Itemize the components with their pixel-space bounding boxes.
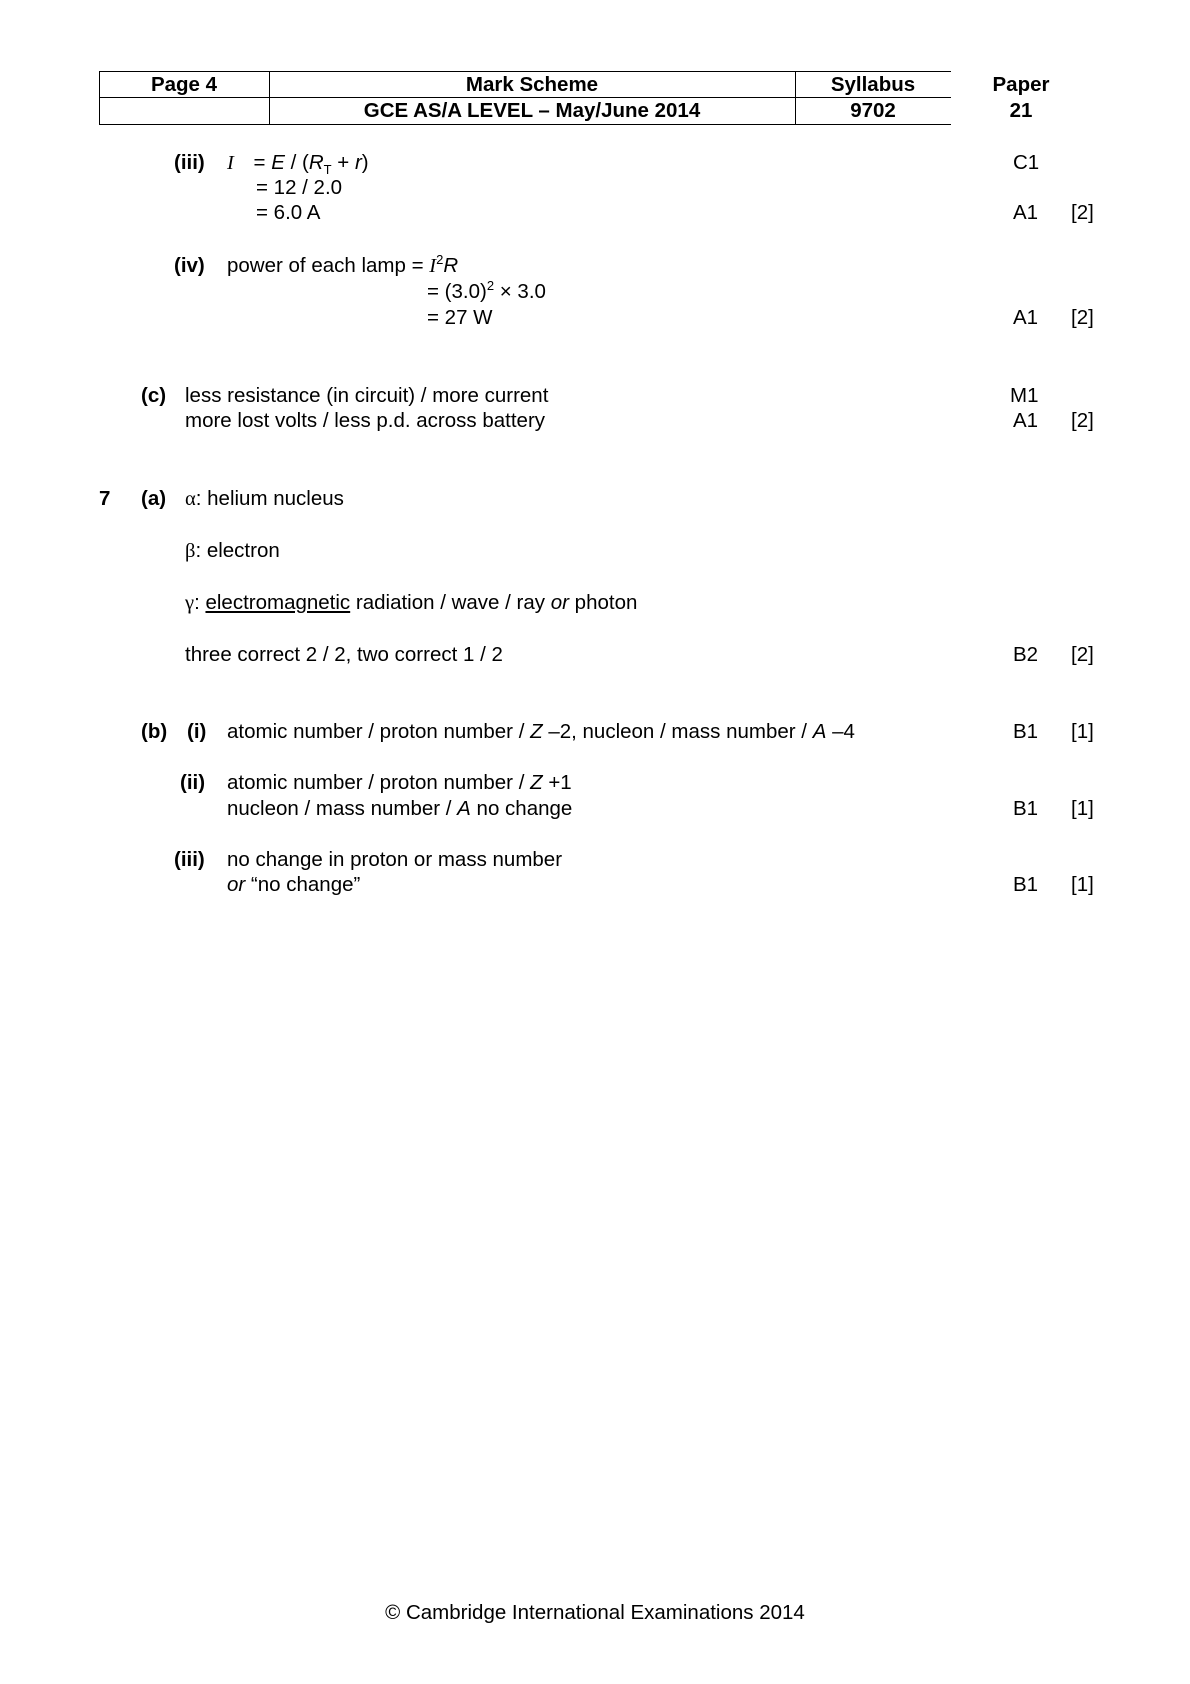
answer-line-2 (227, 797, 572, 821)
page-label: Page 4 (150, 73, 218, 96)
document-title: Mark Scheme (465, 73, 599, 96)
variable-A: A (812, 720, 827, 743)
power-equation-line-2 (427, 280, 546, 304)
mark-total: [2] (1071, 409, 1094, 432)
mark-total: [2] (1071, 306, 1094, 329)
mark-code: A1 (1013, 201, 1039, 224)
variable-I: I (429, 255, 437, 277)
table-border-top (99, 71, 951, 72)
answer-line-1 (227, 771, 572, 795)
underlined-keyword: electromagnetic (205, 591, 351, 614)
mark-total: [1] (1071, 720, 1094, 743)
gamma-end: photon (568, 591, 638, 614)
part-label: (b) (141, 720, 168, 743)
mark-code: B1 (1013, 720, 1039, 743)
alpha-answer (185, 487, 344, 511)
text: “no change” (245, 873, 361, 896)
variable-r: r (354, 151, 362, 174)
beta-symbol: β (185, 540, 196, 562)
table-border-middle (99, 97, 951, 98)
text: –4 (826, 720, 855, 743)
syllabus-value: 9702 (850, 99, 896, 122)
part-label: (iii) (174, 151, 205, 174)
or-italic: or (550, 591, 569, 614)
alpha-text: : helium nucleus (195, 487, 344, 510)
colon: : (194, 591, 206, 614)
power-equation-line-3: = 27 W (427, 306, 493, 329)
slash-paren: / ( (284, 151, 309, 174)
copyright-footer: © Cambridge International Examinations 2014 (385, 1601, 805, 1624)
exponent: 2 (486, 278, 495, 294)
power-text: power of each lamp = (227, 254, 430, 277)
variable-Z: Z (530, 771, 543, 794)
paper-label: Paper (992, 73, 1050, 96)
equals: = (247, 151, 272, 174)
answer-line-1: no change in proton or mass number (227, 848, 563, 871)
syllabus-label: Syllabus (830, 73, 916, 96)
mark-code: B2 (1013, 643, 1039, 666)
gamma-text: radiation / wave / ray (350, 591, 551, 614)
paper-value: 21 (1009, 99, 1033, 122)
base: = (3.0) (427, 280, 487, 303)
answer-line-2 (227, 873, 360, 897)
close-paren: ) (361, 151, 369, 174)
scoring-note: three correct 2 / 2, two correct 1 / 2 (185, 643, 503, 666)
plus: + (331, 151, 355, 174)
mark-total: [1] (1071, 873, 1094, 896)
exponent: 2 (436, 252, 444, 268)
mark-total: [2] (1071, 643, 1094, 666)
beta-text: : electron (195, 539, 280, 562)
subpart-label: (ii) (180, 771, 206, 794)
gamma-symbol: γ (185, 592, 195, 614)
alpha-symbol: α (185, 488, 196, 510)
question-number: 7 (99, 487, 111, 510)
document-subtitle: GCE AS/A LEVEL – May/June 2014 (363, 99, 701, 122)
equation-line-3: = 6.0 A (256, 201, 321, 224)
mark-code: A1 (1013, 409, 1039, 432)
text: atomic number / proton number / (227, 720, 531, 743)
mark-total: [1] (1071, 797, 1094, 820)
text: nucleon / mass number / (227, 797, 458, 820)
part-label: (c) (141, 384, 167, 407)
mark-total: [2] (1071, 201, 1094, 224)
table-border-bottom (99, 124, 951, 125)
part-label: (iv) (174, 254, 205, 277)
variable-Z: Z (530, 720, 543, 743)
variable-R: R (308, 151, 324, 174)
text: atomic number / proton number / (227, 771, 531, 794)
or-italic: or (227, 873, 246, 896)
mark-code: B1 (1013, 797, 1039, 820)
power-equation-line-1 (227, 254, 458, 278)
text: no change (470, 797, 573, 820)
equation-line-2: = 12 / 2.0 (256, 176, 343, 199)
variable-I: I (227, 152, 234, 174)
subscript-T: T (323, 162, 332, 178)
equation-line-1 (227, 151, 369, 178)
gamma-answer (185, 591, 637, 615)
subpart-label: (i) (187, 720, 207, 743)
mark-code: C1 (1013, 151, 1040, 174)
multiplier: × 3.0 (494, 280, 546, 303)
beta-answer (185, 539, 280, 563)
variable-E: E (271, 151, 285, 174)
answer-line-1: less resistance (in circuit) / more current (185, 384, 549, 407)
text: –2, nucleon / mass number / (542, 720, 813, 743)
subpart-label: (iii) (174, 848, 205, 871)
mark-code: B1 (1013, 873, 1039, 896)
part-label: (a) (141, 487, 167, 510)
answer-line (227, 720, 855, 744)
text: +1 (542, 771, 572, 794)
mark-code: M1 (1010, 384, 1039, 407)
variable-A: A (457, 797, 471, 820)
mark-code: A1 (1013, 306, 1039, 329)
variable-R: R (443, 254, 459, 277)
answer-line-2: more lost volts / less p.d. across battery (185, 409, 546, 432)
